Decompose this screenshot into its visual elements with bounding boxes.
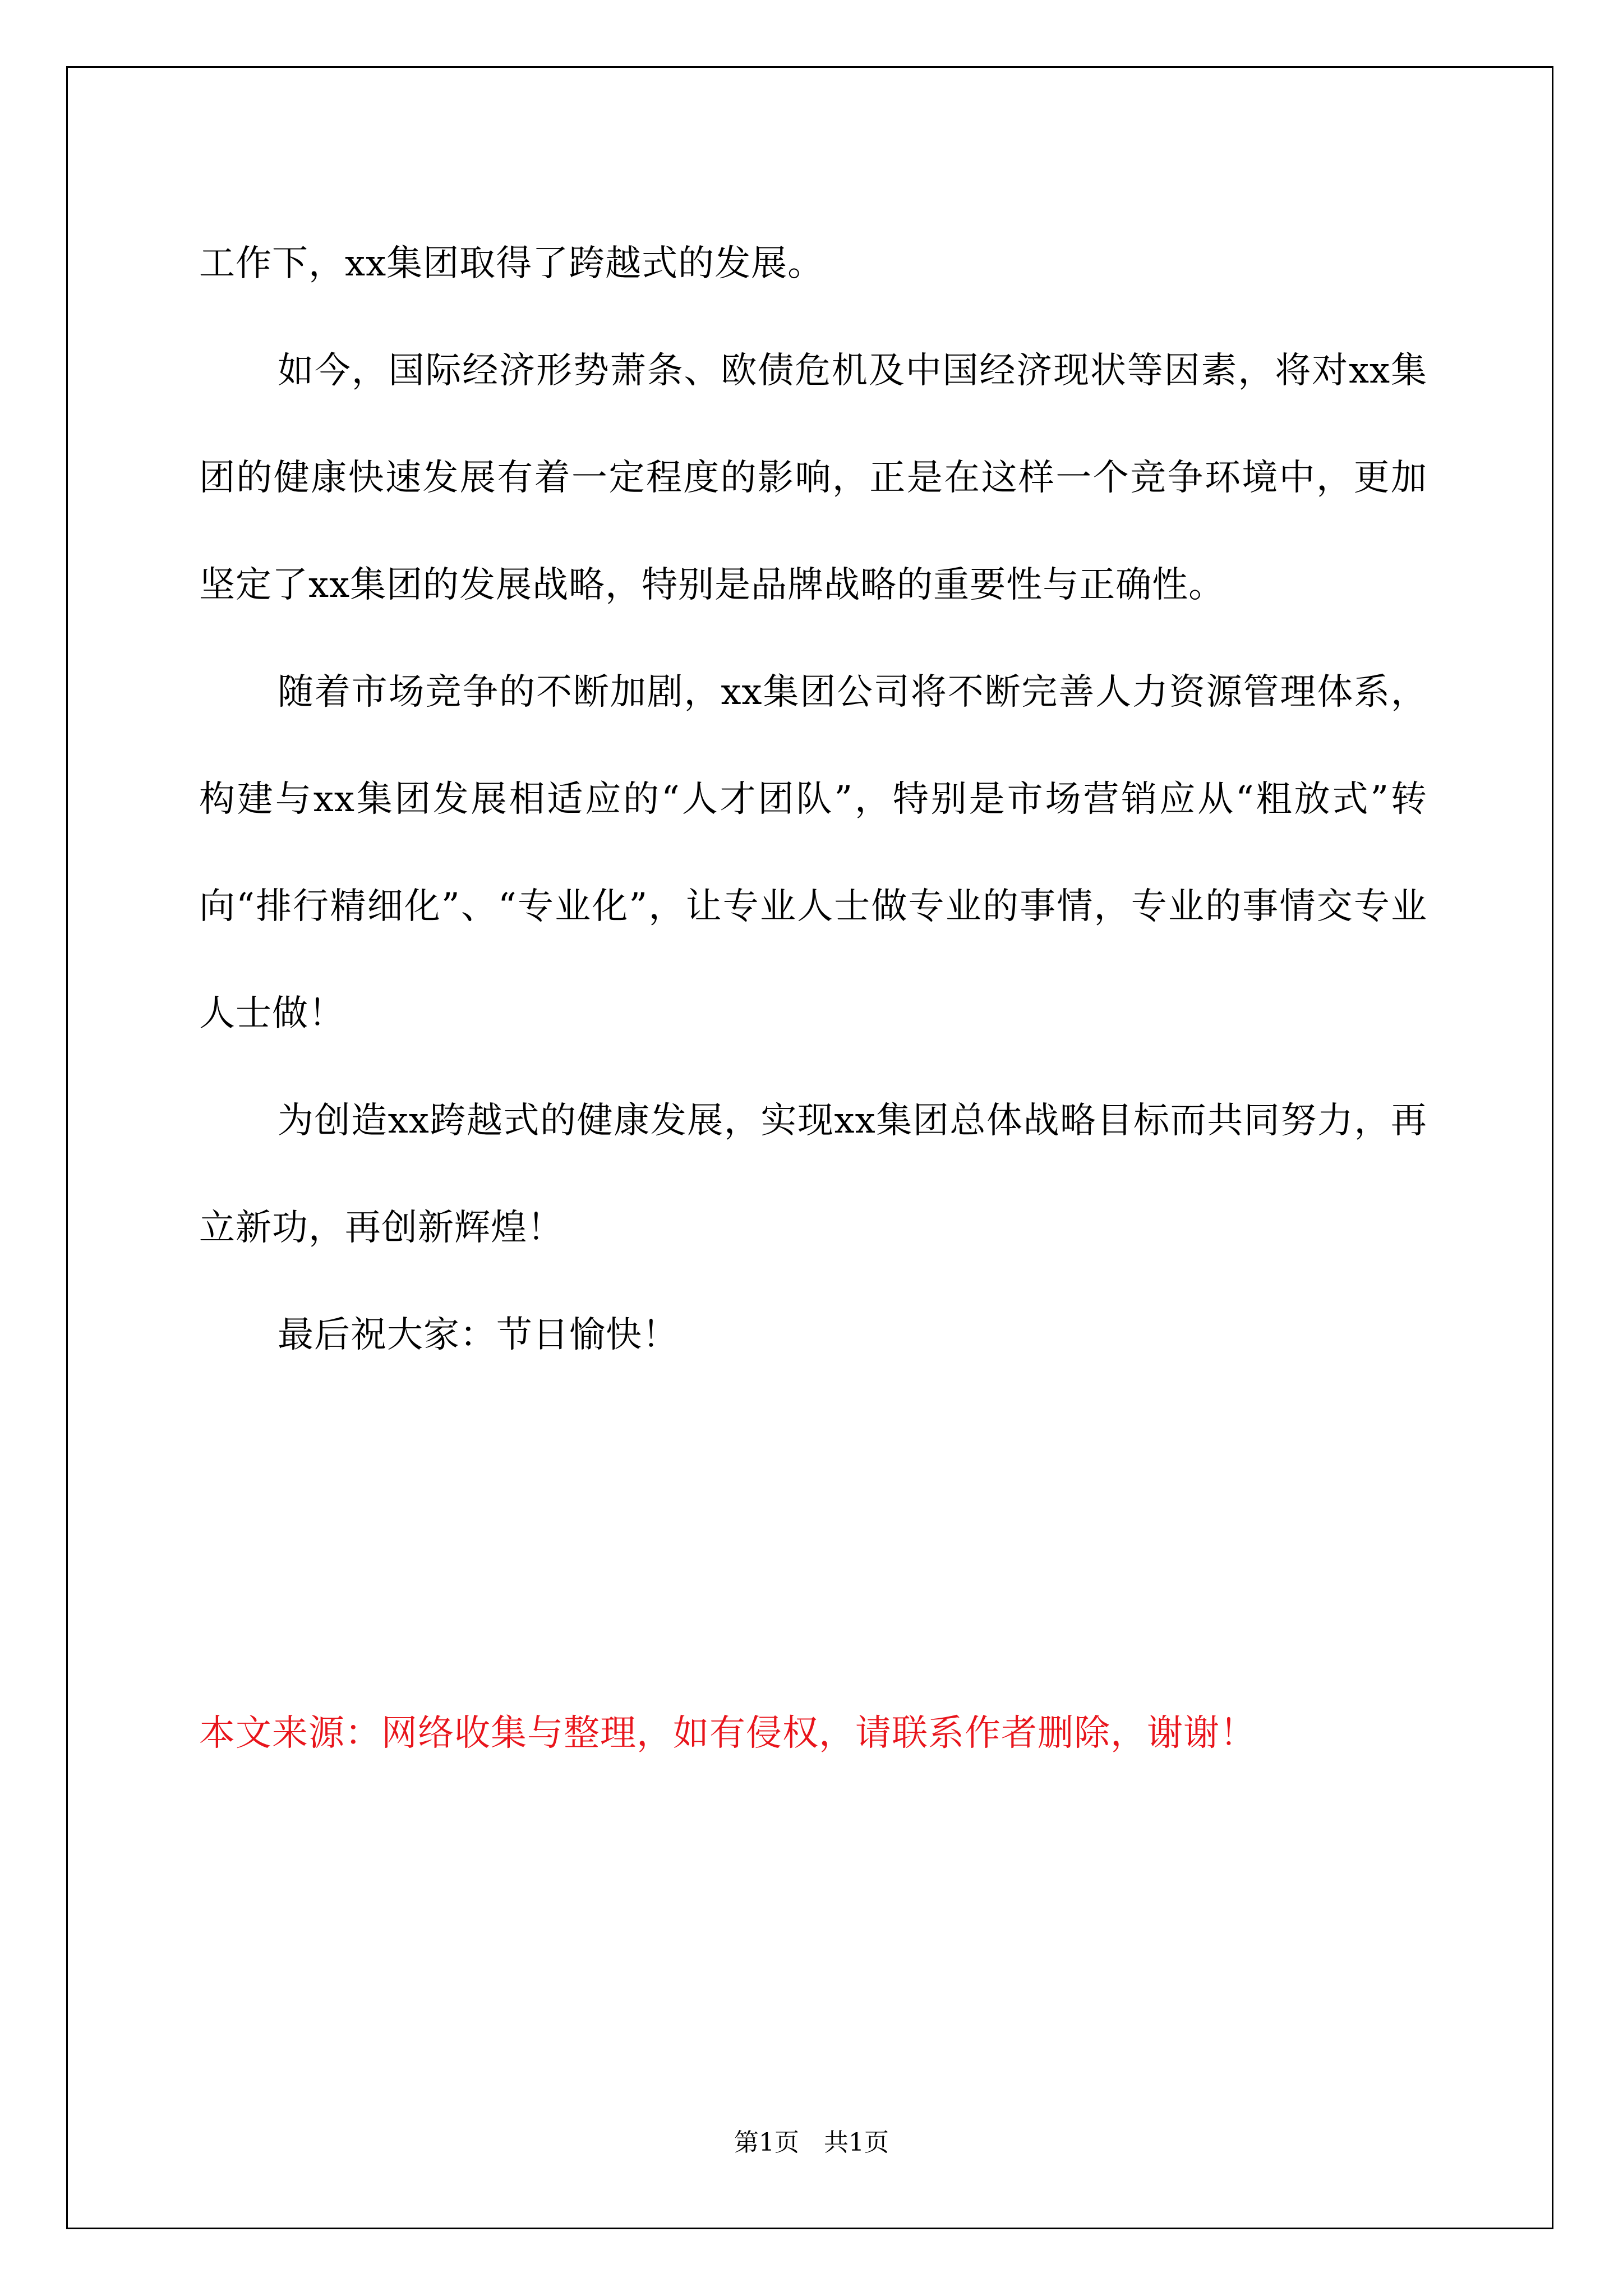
source-disclaimer: 本文来源：网络收集与整理，如有侵权，请联系作者删除，谢谢！ xyxy=(199,1713,1256,1754)
paragraph-5: 最后祝大家：节日愉快！ xyxy=(278,1314,679,1356)
document-body xyxy=(199,210,1427,1389)
paragraph-1: 工作下，xx集团取得了跨越式的发展。 xyxy=(199,243,824,284)
page-number-footer: 第1页 共1页 xyxy=(734,2128,889,2157)
paragraph-2: 如今，国际经济形势萧条、欧债危机及中国经济现状等因素，将对xx集团的健康快速发展有着一定程度的影响，正是在这样一个竞争环境中，更加坚定了xx集团的发展战略，特别是品牌战略的重要性与正确性。 xyxy=(199,350,1427,606)
paragraph-3: 随着市场竞争的不断加剧，xx集团公司将不断完善人力资源管理体系，构建与xx集团发展相适应的“人才团队”，特别是市场营销应从“粗放式”转向“排行精细化”、“专业化”，让专业人士做专业的事情，专业的事情交专业人士做！ xyxy=(199,671,1427,1034)
paragraph-4: 为创造xx跨越式的健康发展，实现xx集团总体战略目标而共同努力，再立新功，再创新辉煌！ xyxy=(199,1100,1427,1249)
